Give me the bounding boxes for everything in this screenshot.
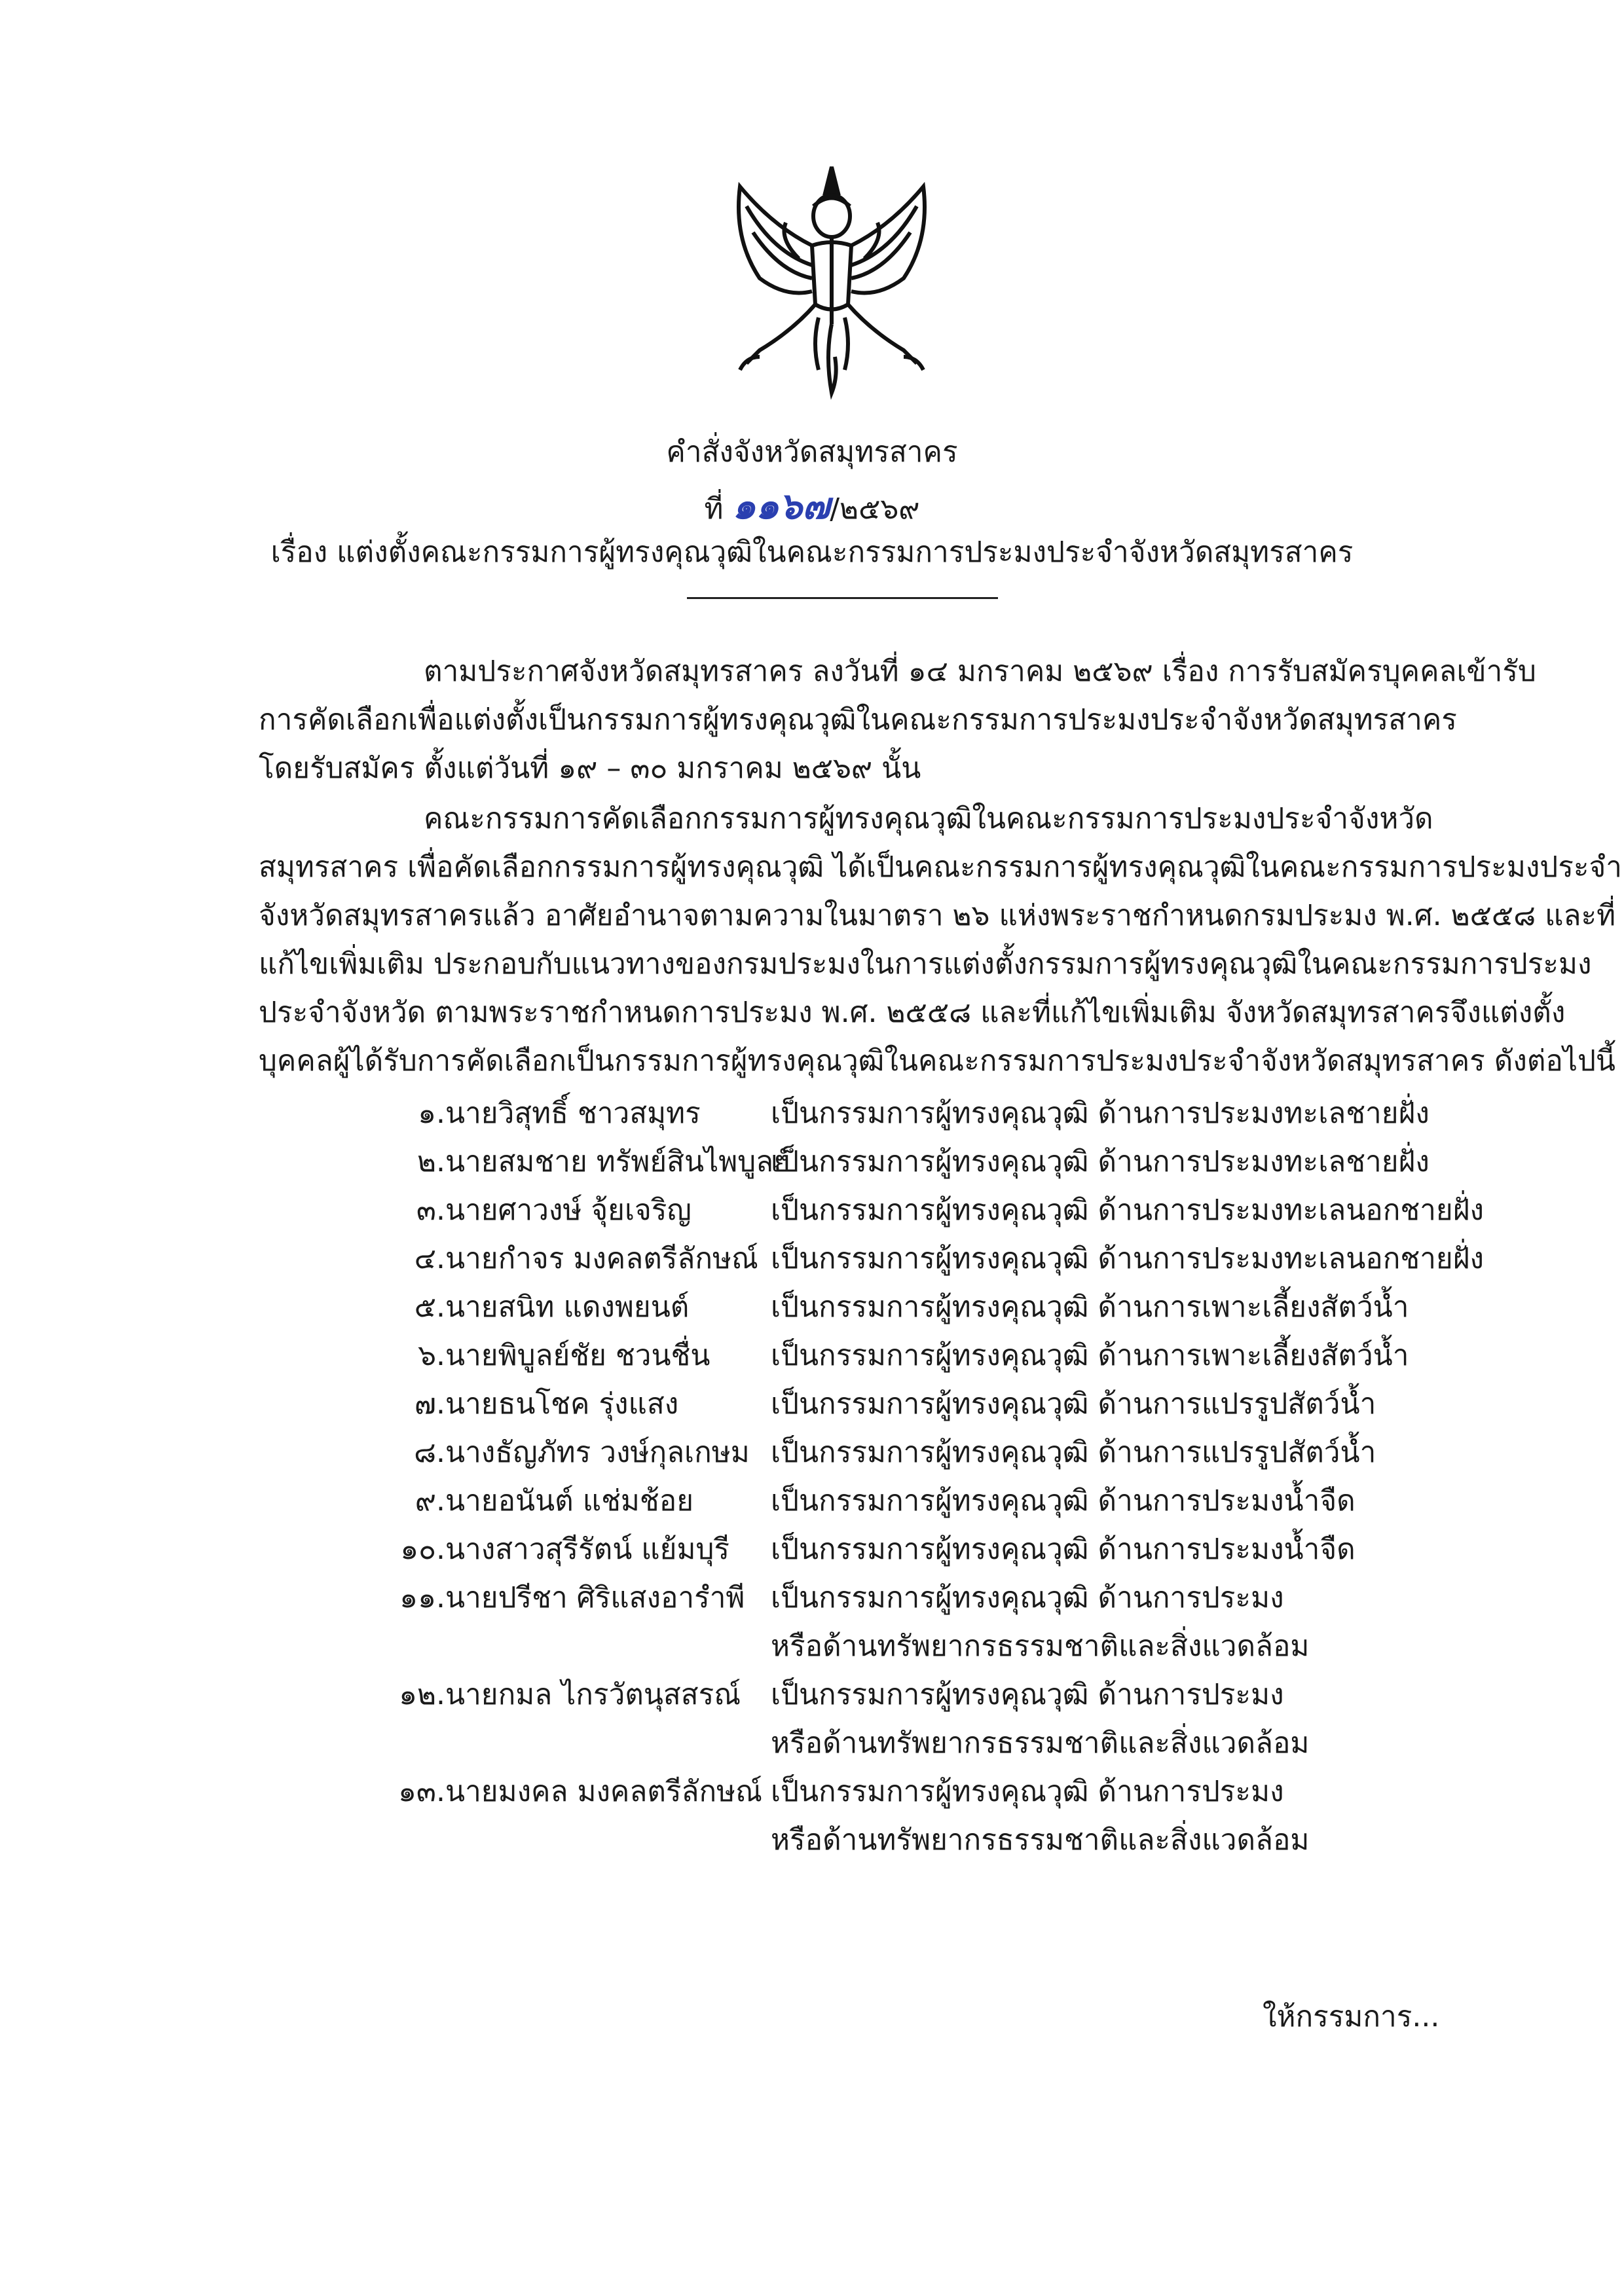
member-number: ๑๐.: [400, 1533, 445, 1566]
paragraph-line: จังหวัดสมุทรสาครแล้ว อาศัยอำนาจตามความในมาตรา ๒๖ แห่งพระราชกำหนดกรมประมง พ.ศ. ๒๕๕๘ และที่: [259, 899, 1616, 932]
paragraph-line: โดยรับสมัคร ตั้งแต่วันที่ ๑๙ – ๓๐ มกราคม ๒๕๖๙ นั้น: [259, 752, 921, 785]
member-role: เป็นกรรมการผู้ทรงคุณวุฒิ ด้านการประมงน้ำจืด: [771, 1533, 1356, 1566]
order-number: [0, 477, 1624, 535]
member-name: นายธนโชค รุ่งแสง: [445, 1387, 679, 1421]
member-role: เป็นกรรมการผู้ทรงคุณวุฒิ ด้านการประมง: [771, 1581, 1284, 1614]
member-name: นายอนันต์ แช่มช้อย: [445, 1484, 694, 1518]
member-role: หรือด้านทรัพยากรธรรมชาติและสิ่งแวดล้อม: [771, 1823, 1310, 1857]
member-name: นายสมชาย ทรัพย์สินไพบูลย์: [445, 1145, 790, 1178]
member-name: นางสาวสุรีรัตน์ แย้มบุรี: [445, 1533, 730, 1566]
member-role: เป็นกรรมการผู้ทรงคุณวุฒิ ด้านการประมงน้ำจืด: [771, 1484, 1356, 1518]
garuda-emblem: [720, 160, 943, 403]
member-name: นายมงคล มงคลตรีลักษณ์: [445, 1775, 762, 1808]
member-role: เป็นกรรมการผู้ทรงคุณวุฒิ ด้านการประมง: [771, 1678, 1284, 1711]
member-number: ๖.: [418, 1339, 445, 1372]
member-role: เป็นกรรมการผู้ทรงคุณวุฒิ ด้านการประมงทะเลนอกชายฝั่ง: [771, 1242, 1484, 1275]
order-number-prefix: ที่: [704, 492, 724, 526]
member-number: ๒.: [417, 1145, 445, 1178]
member-number: ๑๑.: [399, 1581, 445, 1614]
member-role: เป็นกรรมการผู้ทรงคุณวุฒิ ด้านการประมง: [771, 1775, 1284, 1808]
member-name: นายปรีชา ศิริแสงอารำพี: [445, 1581, 745, 1614]
member-number: ๗.: [414, 1387, 445, 1421]
member-number: ๕.: [414, 1290, 445, 1324]
member-name: นายสนิท แดงพยนต์: [445, 1290, 690, 1324]
member-role: เป็นกรรมการผู้ทรงคุณวุฒิ ด้านการแปรรูปสัตว์น้ำ: [771, 1387, 1376, 1421]
order-subject: เรื่อง แต่งตั้งคณะกรรมการผู้ทรงคุณวุฒิในคณะกรรมการประมงประจำจังหวัดสมุทรสาคร: [270, 536, 1354, 569]
member-name: นายกำจร มงคลตรีลักษณ์: [445, 1242, 758, 1275]
member-number: ๑๓.: [398, 1775, 445, 1808]
member-name: นายกมล ไกรวัตนุสสรณ์: [445, 1678, 741, 1711]
member-number: ๑.: [418, 1097, 445, 1130]
member-name: นายวิสุทธิ์ ชาวสมุทร: [445, 1097, 701, 1130]
member-role: เป็นกรรมการผู้ทรงคุณวุฒิ ด้านการเพาะเลี้ยงสัตว์น้ำ: [771, 1339, 1409, 1372]
member-number: ๙.: [415, 1484, 445, 1518]
member-number: ๘.: [414, 1436, 445, 1469]
member-name: นายศาวงษ์ จุ้ยเจริญ: [445, 1194, 692, 1227]
member-name: นายพิบูลย์ชัย ชวนชื่น: [445, 1339, 710, 1372]
paragraph-line: แก้ไขเพิ่มเติม ประกอบกับแนวทางของกรมประมงในการแต่งตั้งกรรมการผู้ทรงคุณวุฒิในคณะกรรมการประมง: [259, 947, 1592, 981]
paragraph-line: บุคคลผู้ได้รับการคัดเลือกเป็นกรรมการผู้ทรงคุณวุฒิในคณะกรรมการประมงประจำจังหวัดสมุทรสาคร ดังต่อไปนี้: [259, 1044, 1615, 1078]
member-role: เป็นกรรมการผู้ทรงคุณวุฒิ ด้านการเพาะเลี้ยงสัตว์น้ำ: [771, 1290, 1409, 1324]
member-role: เป็นกรรมการผู้ทรงคุณวุฒิ ด้านการประมงทะเลนอกชายฝั่ง: [771, 1194, 1484, 1227]
paragraph-line: คณะกรรมการคัดเลือกกรรมการผู้ทรงคุณวุฒิในคณะกรรมการประมงประจำจังหวัด: [424, 802, 1433, 835]
order-number-value: ๑๑๖๗: [732, 485, 830, 528]
member-number: ๓.: [416, 1194, 445, 1227]
title-divider: [687, 597, 998, 599]
member-number: ๔.: [414, 1242, 445, 1275]
member-role: เป็นกรรมการผู้ทรงคุณวุฒิ ด้านการประมงทะเลชายฝั่ง: [771, 1097, 1430, 1130]
member-role: หรือด้านทรัพยากรธรรมชาติและสิ่งแวดล้อม: [771, 1630, 1310, 1663]
paragraph-line: ตามประกาศจังหวัดสมุทรสาคร ลงวันที่ ๑๔ มกราคม ๒๕๖๙ เรื่อง การรับสมัครบุคคลเข้ารับ: [424, 655, 1536, 688]
member-number: ๑๒.: [399, 1678, 445, 1711]
order-title: คำสั่งจังหวัดสมุทรสาคร: [666, 435, 958, 469]
member-role: เป็นกรรมการผู้ทรงคุณวุฒิ ด้านการแปรรูปสัตว์น้ำ: [771, 1436, 1376, 1469]
paragraph-line: การคัดเลือกเพื่อแต่งตั้งเป็นกรรมการผู้ทรงคุณวุฒิในคณะกรรมการประมงประจำจังหวัดสมุทรสาคร: [259, 703, 1457, 737]
paragraph-line: สมุทรสาคร เพื่อคัดเลือกกรรมการผู้ทรงคุณวุฒิ ได้เป็นคณะกรรมการผู้ทรงคุณวุฒิในคณะกรรมการประมงประจำ: [259, 850, 1622, 884]
paragraph-line: ประจำจังหวัด ตามพระราชกำหนดการประมง พ.ศ. ๒๕๕๘ และที่แก้ไขเพิ่มเติม จังหวัดสมุทรสาครจึงแต่งตั้ง: [259, 996, 1566, 1029]
member-name: นางธัญภัทร วงษ์กุลเกษม: [445, 1436, 750, 1469]
member-role: หรือด้านทรัพยากรธรรมชาติและสิ่งแวดล้อม: [771, 1726, 1310, 1760]
continuation-text: ให้กรรมการ...: [1263, 2000, 1440, 2033]
member-role: เป็นกรรมการผู้ทรงคุณวุฒิ ด้านการประมงทะเลชายฝั่ง: [771, 1145, 1430, 1178]
order-year: /๒๕๖๙: [830, 492, 920, 526]
